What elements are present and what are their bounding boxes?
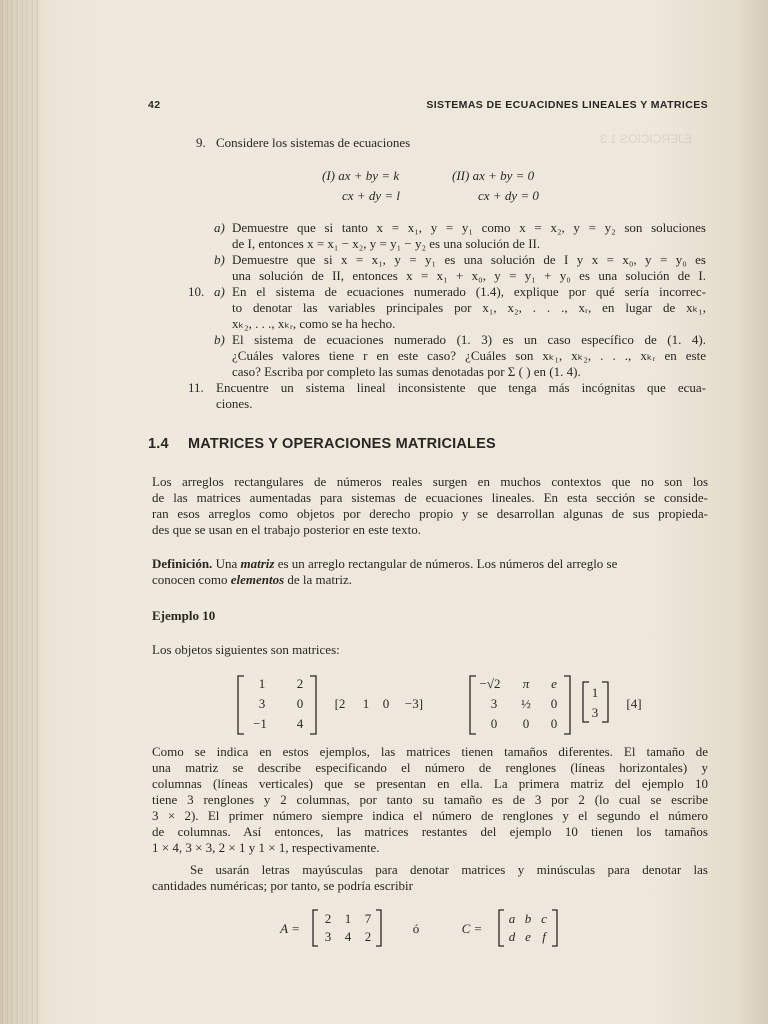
- eq-A-label: A =: [280, 921, 300, 936]
- m3-r3c1: 0: [490, 716, 498, 731]
- definition-post2: de la matriz.: [287, 572, 352, 587]
- running-head: [148, 99, 708, 115]
- ex11-line1: Encuentre un sistema lineal inconsistente que tenga más incógnitas que ecua-: [216, 380, 706, 395]
- ex9-a-label: a): [214, 220, 225, 235]
- m1-r3c1: −1: [253, 716, 267, 731]
- eq-C-label: C =: [461, 921, 483, 936]
- A-r1c2: 1: [344, 911, 352, 926]
- definition-post1: es un arreglo rectangular de números. Los números del arreglo se: [277, 556, 618, 571]
- ex10-a-line1: En el sistema de ecuaciones numerado (1.4), explique por qué sería incorrec-: [232, 284, 706, 299]
- ex9-intro: Considere los sistemas de ecuaciones: [216, 135, 411, 150]
- A-r2c3: 2: [364, 929, 372, 944]
- m3-r2c2: ½: [521, 696, 531, 711]
- example-intro: Los objetos siguientes son matrices:: [152, 642, 340, 657]
- section-number: 1.4: [148, 436, 169, 452]
- para1-line2: de las matrices aumentadas para sistemas de ecuaciones lineales. En esta sección se conside-: [152, 490, 708, 505]
- A-r1c1: 2: [324, 911, 332, 926]
- section-title: MATRICES Y OPERACIONES MATRICIALES: [188, 436, 496, 452]
- definition-pre2: conocen como: [152, 572, 228, 587]
- A-r2c1: 3: [324, 929, 332, 944]
- para2-line3: columnas (líneas verticales) que se presentan en ella. La primera matriz del ejemplo 10: [152, 776, 708, 791]
- m1-r1c1: 1: [258, 676, 266, 691]
- para2-line4: tiene 3 renglones y 2 columnas, por tanto su tamaño es de 3 por 2 (lo cual se escribe: [152, 792, 708, 807]
- para2-line6: de columnas. Así entonces, las matrices restantes del ejemplo 10 tienen los tamaños: [152, 824, 708, 839]
- para2-line5: 3 × 2). El primer número siempre indica el número de renglones y el segundo el número: [152, 808, 708, 823]
- m1-r2c1: 3: [258, 696, 266, 711]
- C-r2c2: e: [525, 929, 531, 944]
- m2-c1: [2: [334, 696, 346, 711]
- m3-r3c3: 0: [550, 716, 558, 731]
- m2-c4: −3]: [404, 696, 424, 711]
- system1-eq2: cx + dy = l: [342, 188, 400, 203]
- definition-line1: [152, 556, 708, 572]
- para3-line2: cantidades numéricas; por tanto, se podría escribir: [152, 878, 413, 893]
- ex9-b-line2: una solución de II, entonces x = x₁ + x₀, y = y₁ + y₀ es una solución de I.: [232, 268, 706, 283]
- para2-line7: 1 × 4, 3 × 3, 2 × 1 y 1 × 1, respectivamente.: [152, 840, 380, 855]
- m2-c3: 0: [382, 696, 390, 711]
- running-title: SISTEMAS DE ECUACIDNES LINEALES Y MATRICES: [426, 99, 708, 111]
- ex10-b-line2: ¿Cuáles valores tiene r en este caso? ¿Cuáles son xₖ₁, xₖ₂, . . ., xₖᵣ en este: [232, 348, 706, 363]
- C-r1c2: b: [524, 911, 532, 926]
- example-matrices: [150, 670, 710, 740]
- eq-or: ó: [412, 921, 420, 936]
- section-heading: [148, 436, 708, 452]
- ex9-b-label: b): [214, 252, 225, 267]
- ex9-b-line1: Demuestre que si x = x₁, y = y₁ es una solución de I y x = x₀, y = y₀ es: [232, 252, 706, 267]
- page-number: 42: [148, 99, 161, 111]
- m3-r1c2: π: [522, 676, 530, 691]
- m4-r2: 3: [591, 705, 599, 720]
- ex10-a-line2: to denotar las variables principales por x₁, x₂, . . ., xᵣ, en lugar de xₖ₁,: [232, 300, 706, 315]
- C-r2c1: d: [508, 929, 516, 944]
- m3-r1c1: −√2: [479, 676, 501, 691]
- definition-label: Definición.: [152, 556, 213, 571]
- definition-pre1: Una: [215, 556, 238, 571]
- ex10-number: 10.: [188, 284, 205, 299]
- ex11-line2: ciones.: [216, 396, 253, 411]
- m4-r1: 1: [591, 685, 599, 700]
- A-r2c2: 4: [344, 929, 352, 944]
- m5: [4]: [626, 696, 642, 711]
- para1-line4: des que se usan en el trabajo posterior en este texto.: [152, 522, 421, 537]
- m3-r3c2: 0: [522, 716, 530, 731]
- ex10-a-label: a): [214, 284, 225, 299]
- para2-line2: una matriz se describe especificando el número de renglones (líneas horizontales) y: [152, 760, 708, 775]
- system1-eq1: (I) ax + by = k: [322, 168, 400, 183]
- para3-line1: Se usarán letras mayúsculas para denotar matrices y minúsculas para denotar las: [190, 862, 708, 877]
- ex10-b-line3: caso? Escriba por completo las sumas denotadas por Σ ( ) en (1. 4).: [232, 364, 581, 379]
- A-r1c3: 7: [364, 911, 372, 926]
- m1-r1c2: 2: [296, 676, 304, 691]
- ex11-number: 11.: [188, 380, 204, 395]
- para1-line3: ran esos arreglos como objetos por derecho propio y se desarrollan algunas de sus propieda-: [152, 506, 708, 521]
- book-spine: [0, 0, 40, 1024]
- system2-eq2: cx + dy = 0: [478, 188, 539, 203]
- m1-r3c2: 4: [296, 716, 304, 731]
- definition-line2: [152, 572, 708, 588]
- C-r1c3: c: [541, 911, 547, 926]
- ex10-b-label: b): [214, 332, 225, 347]
- matrix-equations: [270, 906, 600, 950]
- para2-line1: Como se indica en estos ejemplos, las matrices tienen tamaños diferentes. El tamaño de: [152, 744, 708, 759]
- C-r2c3: f: [542, 929, 546, 944]
- m3-r2c1: 3: [490, 696, 498, 711]
- m3-r1c3: e: [551, 676, 557, 691]
- ex9-a-line1: Demuestre que si tanto x = x₁, y = y₁ como x = x₂, y = y₂ son soluciones: [232, 220, 706, 235]
- ex10-a-line3: xₖ₂, . . ., xₖᵣ, como se ha hecho.: [232, 316, 396, 331]
- ex9-number: 9.: [196, 135, 206, 150]
- ex10-b-line1: El sistema de ecuaciones numerado (1. 3) es un caso específico de (1. 4).: [232, 332, 706, 347]
- term-elementos: elementos: [230, 572, 285, 587]
- term-matriz: matriz: [240, 556, 275, 571]
- example-title: Ejemplo 10: [152, 608, 216, 623]
- para1-line1: Los arreglos rectangulares de números reales surgen en muchos contextos que no son los: [152, 474, 708, 489]
- C-r1c1: a: [508, 911, 516, 926]
- system2-eq1: (II) ax + by = 0: [452, 168, 535, 183]
- ex9-a-line2: de I, entonces x = x₁ − x₂, y = y₁ − y₂ es una solución de II.: [232, 236, 541, 251]
- m2-c2: 1: [362, 696, 370, 711]
- bleed-through: EJERCICIOS 1.3: [600, 132, 693, 146]
- m3-r2c3: 0: [550, 696, 558, 711]
- m1-r2c2: 0: [296, 696, 304, 711]
